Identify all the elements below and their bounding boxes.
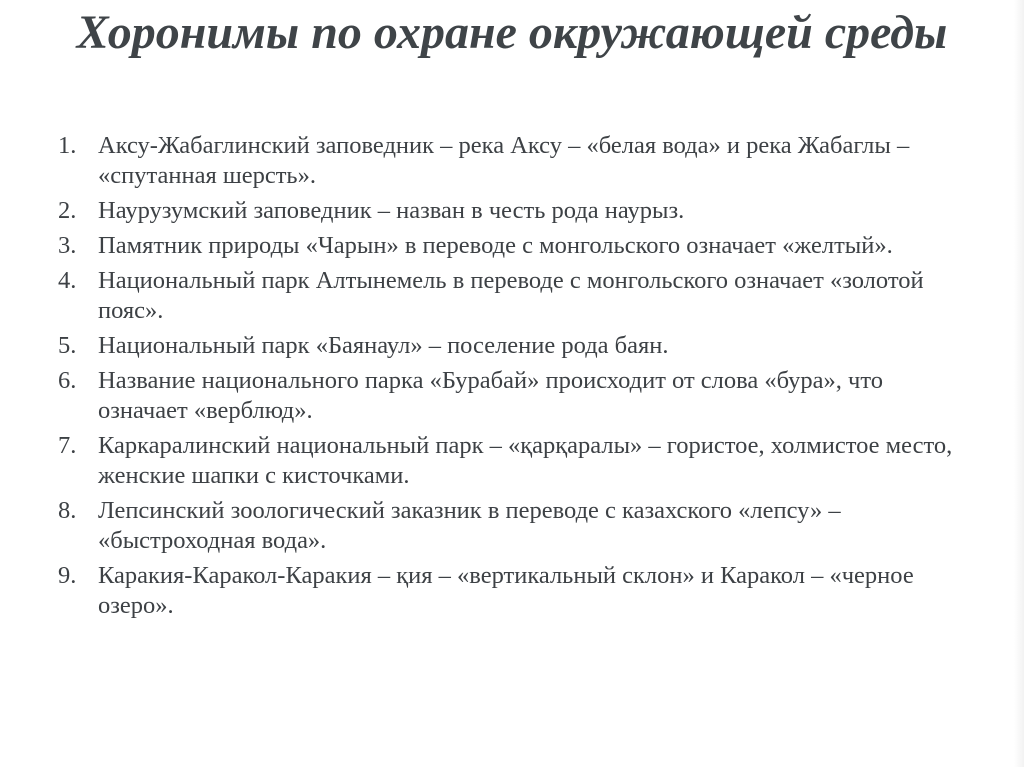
list-item-9 bbox=[58, 561, 973, 621]
list-item-text: Памятник природы «Чарын» в переводе с монгольского означает «желтый». bbox=[98, 232, 893, 259]
list-item-1 bbox=[58, 131, 973, 191]
list-item-text: Лепсинский зоологический заказник в переводе с казахского «лепсу» – «быстроходная вода». bbox=[98, 497, 841, 554]
list-item-number: 3. bbox=[58, 232, 77, 259]
list-item-number: 6. bbox=[58, 367, 77, 394]
list-item-8 bbox=[58, 496, 973, 556]
list-item-text: Аксу-Жабаглинский заповедник – река Аксу – «белая вода» и река Жабаглы – «спутанная шерсть». bbox=[98, 132, 910, 189]
list-item-number: 5. bbox=[58, 332, 77, 359]
list-item-4 bbox=[58, 266, 973, 326]
list-item-number: 8. bbox=[58, 497, 77, 524]
list-item-text: Национальный парк Алтынемель в переводе с монгольского означает «золотой пояс». bbox=[98, 267, 924, 324]
list-item-7 bbox=[58, 431, 973, 491]
list-item-text: Название национального парка «Бурабай» происходит от слова «бура», что означает «верблюд». bbox=[98, 367, 884, 424]
list-item-number: 7. bbox=[58, 432, 77, 459]
list-item-2 bbox=[58, 196, 973, 226]
list-item-number: 1. bbox=[58, 132, 77, 159]
list-item-number: 9. bbox=[58, 562, 77, 589]
list-item-text: Каракия-Каракол-Каракия – қия – «вертикальный склон» и Каракол – «черное озеро». bbox=[98, 562, 914, 619]
chоronym-list bbox=[58, 131, 973, 626]
list-item-3 bbox=[58, 231, 973, 261]
list-item-text: Наурузумский заповедник – назван в честь рода наурыз. bbox=[98, 197, 685, 224]
list-item-5 bbox=[58, 331, 973, 361]
slide-title: Хоронимы по охране окружающей среды bbox=[76, 6, 948, 59]
list-item-6 bbox=[58, 366, 973, 426]
list-item-text: Национальный парк «Баянаул» – поселение рода баян. bbox=[98, 332, 669, 359]
slide-edge-shadow bbox=[1014, 0, 1024, 767]
list-item-text: Каркаралинский национальный парк – «қарқаралы» – гористое, холмистое место, женские шапки с кисточками. bbox=[98, 432, 953, 489]
list-item-number: 2. bbox=[58, 197, 77, 224]
list-item-number: 4. bbox=[58, 267, 77, 294]
